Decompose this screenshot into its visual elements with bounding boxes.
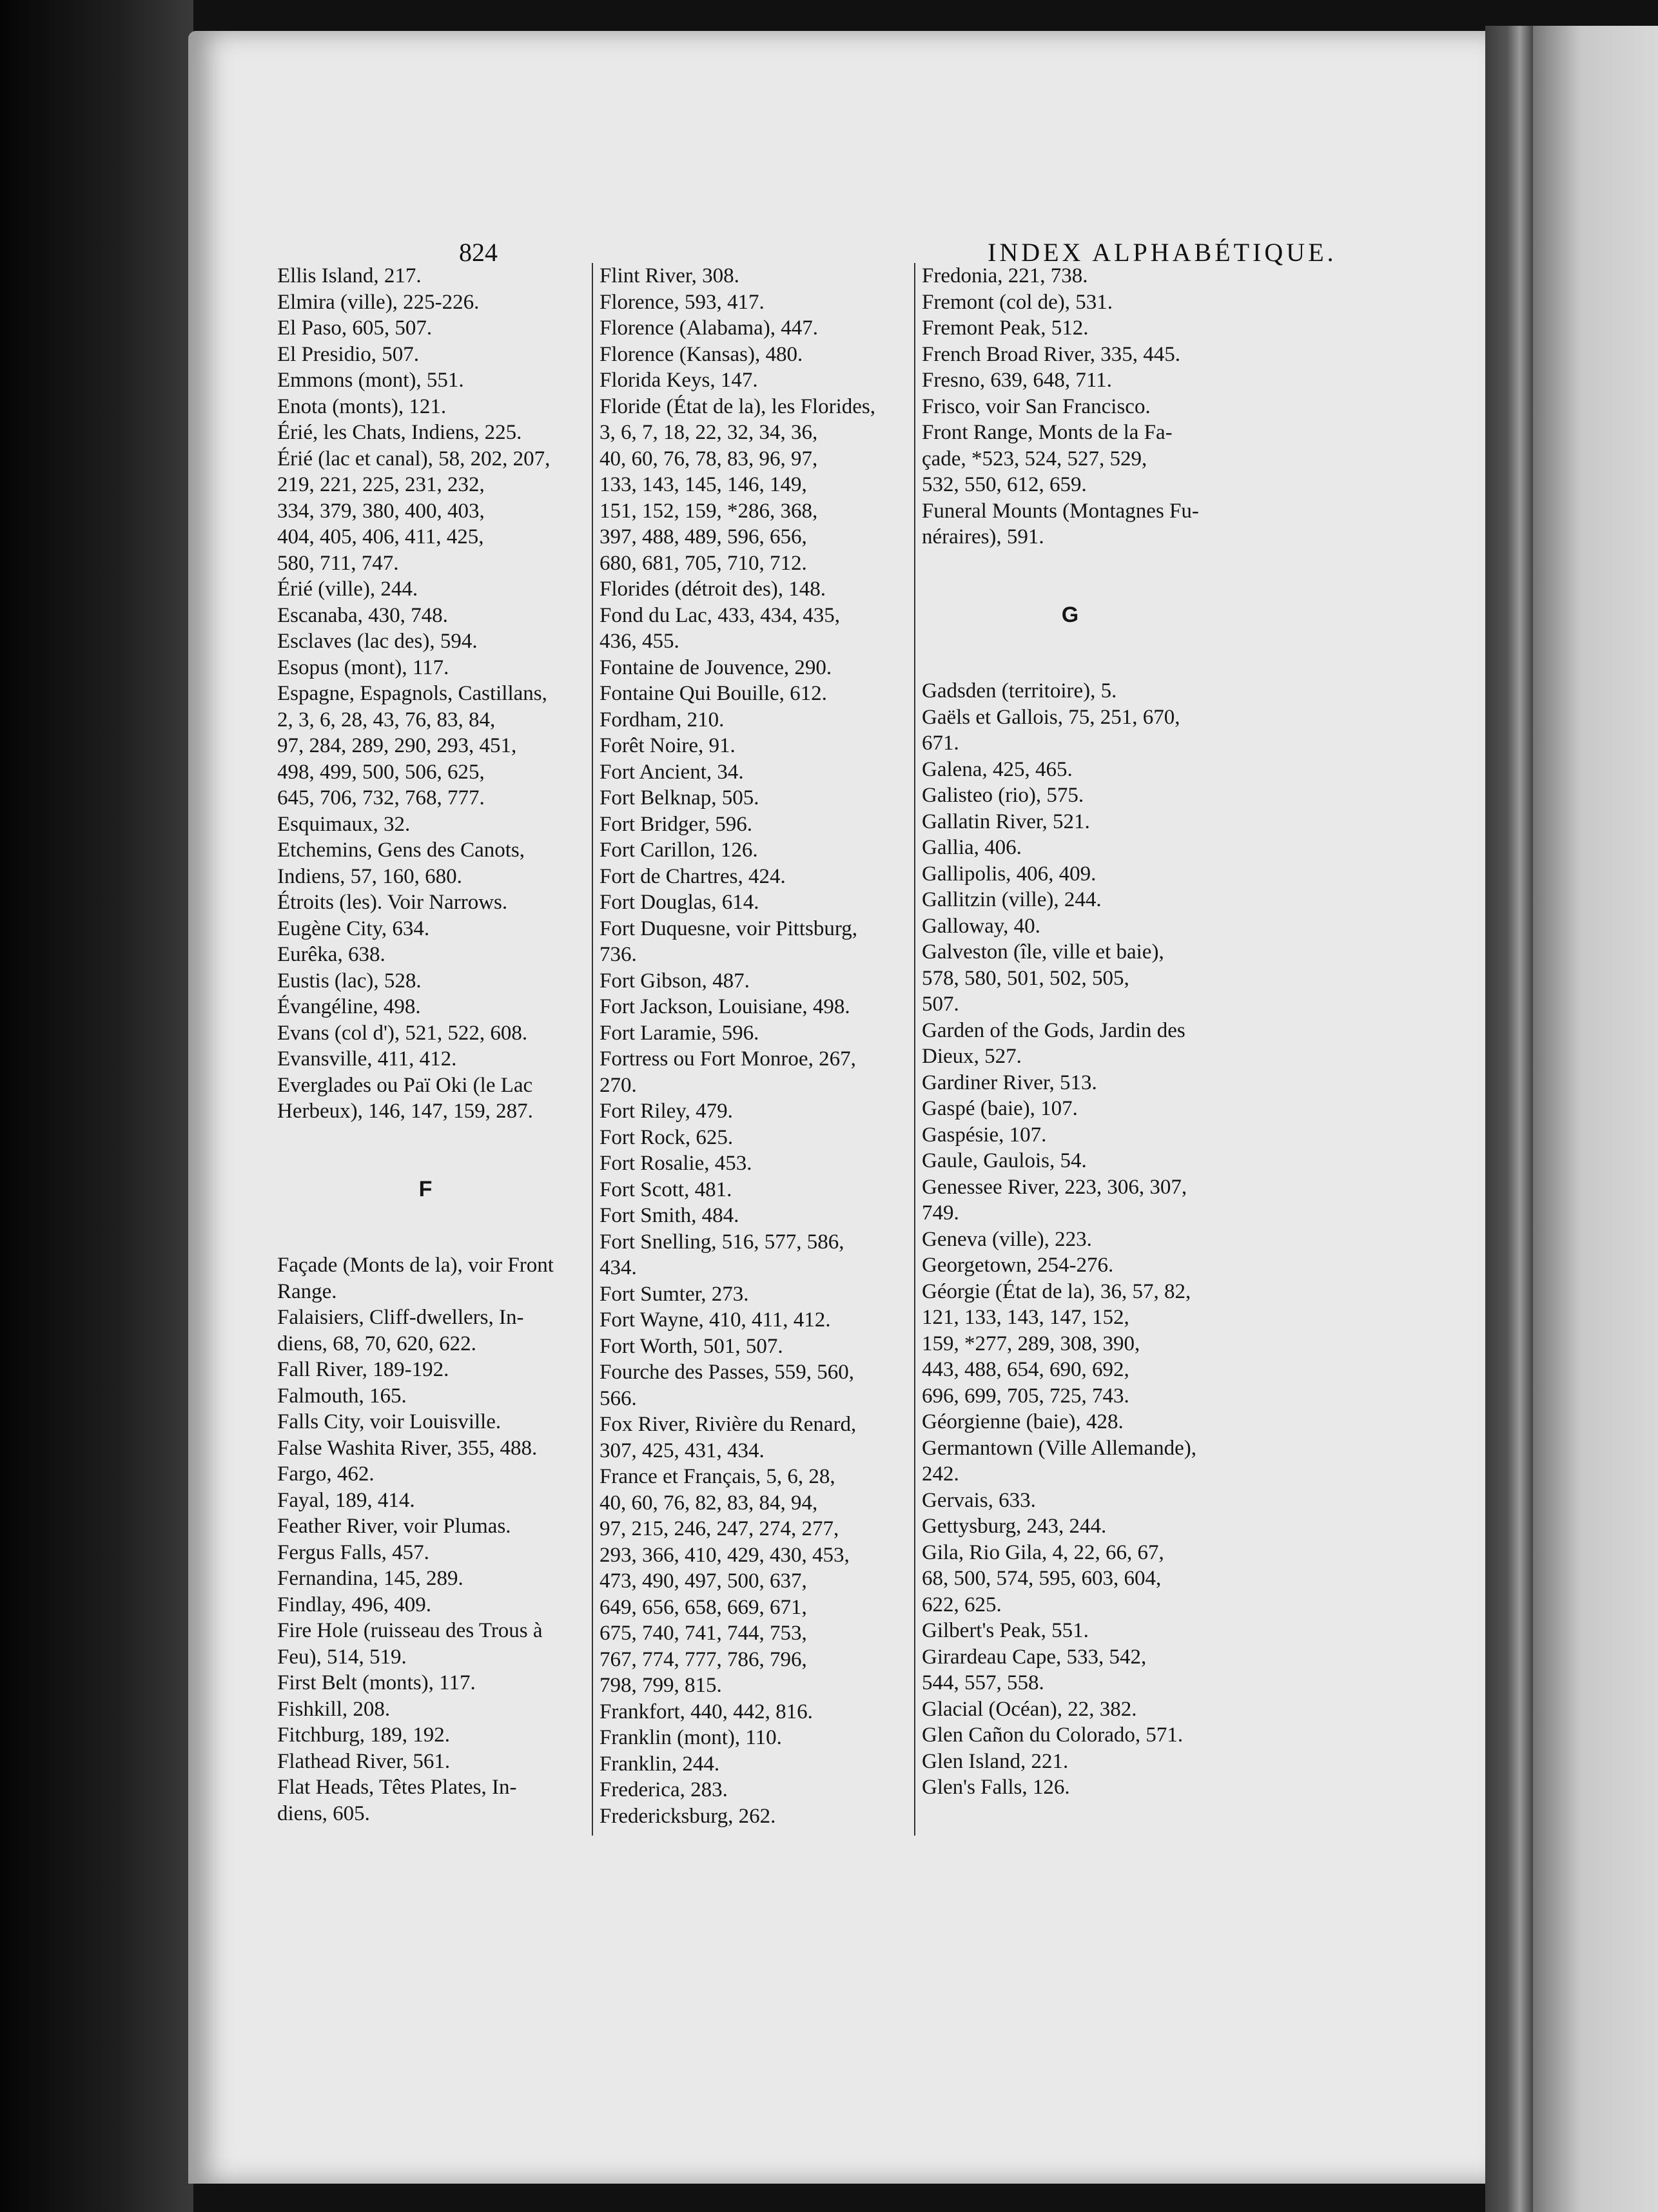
index-entry-line: néraires), 591. (922, 525, 1044, 548)
index-entry-line: Érié (lac et canal), 58, 202, 207, (277, 447, 551, 471)
index-entry-line: Glen Cañon du Colorado, 571. (922, 1723, 1184, 1747)
section-letter (922, 602, 1218, 628)
index-entry-line: 580, 711, 747. (277, 551, 399, 575)
index-entry-line: Etchemins, Gens des Canots, (277, 839, 525, 862)
index-entry-line: 151, 152, 159, *286, 368, (600, 499, 818, 523)
index-entry-line: Fredonia, 221, 738. (922, 264, 1088, 287)
index-entry-line: Gaspé (baie), 107. (922, 1097, 1078, 1120)
index-entry (922, 315, 1425, 342)
index-entry-line: Funeral Mounts (Montagnes Fu- (922, 499, 1199, 523)
index-entry-line: 767, 774, 777, 786, 796, (600, 1647, 807, 1671)
index-entry-line: Fort Laramie, 596. (600, 1021, 759, 1045)
index-entry-line: Gallitzin (ville), 244. (922, 888, 1102, 911)
index-entry-line: Évangéline, 498. (277, 995, 421, 1018)
index-entry-line: Glen Island, 221. (922, 1749, 1069, 1773)
index-entry-line: 498, 499, 500, 506, 625, (277, 760, 485, 784)
index-entry-line: Franklin (mont), 110. (600, 1726, 782, 1749)
index-entry-line: Fremont (col de), 531. (922, 290, 1113, 314)
index-entry-line: Fort de Chartres, 424. (600, 864, 786, 888)
index-entry-line: Gallatin River, 521. (922, 810, 1090, 833)
index-entry-line: Espagne, Espagnols, Castillans, (277, 682, 547, 705)
index-entry-line: 671. (922, 732, 959, 755)
index-entry-line: Fernandina, 145, 289. (277, 1567, 463, 1590)
index-entry-line: Fort Smith, 484. (600, 1204, 739, 1227)
index-entry (922, 1409, 1425, 1435)
index-entry-line: Fort Duquesne, voir Pittsburg, (600, 917, 857, 940)
index-entry-line: Eustis (lac), 528. (277, 969, 422, 993)
index-column-3 (922, 263, 1425, 1801)
index-entry (922, 394, 1425, 420)
index-entry-line: 675, 740, 741, 744, 753, (600, 1622, 807, 1645)
index-entry-line: French Broad River, 335, 445. (922, 342, 1181, 366)
index-entry-line: Range. (277, 1279, 337, 1303)
index-entry-line: Falmouth, 165. (277, 1384, 407, 1408)
index-entry (922, 289, 1425, 316)
index-entry-line: Germantown (Ville Allemande), (922, 1436, 1196, 1460)
index-entry-line: Gardiner River, 513. (922, 1071, 1097, 1094)
page-number: 824 (459, 238, 498, 267)
index-entry (922, 367, 1425, 394)
index-entry-line: 40, 60, 76, 78, 83, 96, 97, (600, 447, 818, 471)
index-entry-line: Dieux, 527. (922, 1045, 1022, 1068)
index-entry-line: diens, 605. (277, 1801, 370, 1825)
index-entry-line: Galisteo (rio), 575. (922, 784, 1084, 807)
index-entry-line: Fond du Lac, 433, 434, 435, (600, 603, 841, 627)
index-entry-line: 68, 500, 574, 595, 603, 604, (922, 1567, 1162, 1590)
index-entry-line: 578, 580, 501, 502, 505, (922, 966, 1129, 990)
index-entry-line: Fargo, 462. (277, 1462, 375, 1486)
index-entry (922, 1618, 1425, 1644)
index-entry-line: Front Range, Monts de la Fa- (922, 421, 1173, 444)
section-letter (277, 1176, 574, 1203)
index-entry-line: 97, 215, 246, 247, 274, 277, (600, 1517, 839, 1540)
index-entry-line: Frederica, 283. (600, 1778, 728, 1801)
index-entry-line: Genessee River, 223, 306, 307, (922, 1175, 1187, 1199)
index-entry (922, 1070, 1425, 1096)
index-entry (922, 757, 1425, 783)
index-entry-line: Esclaves (lac des), 594. (277, 630, 478, 653)
index-entry-line: Fort Rosalie, 453. (600, 1152, 752, 1175)
index-entry-line: Fort Rock, 625. (600, 1125, 734, 1149)
index-entry-line: Florence (Alabama), 447. (600, 316, 819, 340)
index-entry-line: 798, 799, 815. (600, 1674, 722, 1697)
index-entry-line: 736. (600, 943, 637, 966)
index-entry (922, 1774, 1425, 1801)
index-entry-line: Feather River, voir Plumas. (277, 1515, 511, 1538)
index-entry-line: 645, 706, 732, 768, 777. (277, 786, 485, 810)
index-entry-line: Géorgie (État de la), 36, 57, 82, (922, 1279, 1191, 1303)
index-entry-line: 566. (600, 1386, 637, 1410)
index-entry-line: 334, 379, 380, 400, 403, (277, 499, 485, 523)
index-entry (922, 1722, 1425, 1749)
index-entry (922, 835, 1425, 861)
index-entry (922, 1227, 1425, 1253)
index-entry-line: Fort Ancient, 34. (600, 760, 744, 784)
index-entry-line: 3, 6, 7, 18, 22, 32, 34, 36, (600, 421, 818, 444)
index-entry-line: 293, 366, 410, 429, 430, 453, (600, 1543, 850, 1567)
index-entry (600, 1803, 1102, 1830)
index-entry (922, 342, 1425, 368)
running-head: INDEX ALPHABÉTIQUE. (988, 238, 1337, 267)
index-entry-line: Emmons (mont), 551. (277, 369, 464, 392)
index-entry-line: F (418, 1176, 433, 1201)
index-entry-line: 397, 488, 489, 596, 656, (600, 525, 807, 548)
index-entry-line: Fort Wayne, 410, 411, 412. (600, 1308, 831, 1332)
index-entry-line: 622, 625. (922, 1593, 1002, 1616)
index-entry-line: 97, 284, 289, 290, 293, 451, (277, 734, 517, 757)
index-entry-line: Fourche des Passes, 559, 560, (600, 1361, 855, 1384)
index-entry-line: Fresno, 639, 648, 711. (922, 369, 1112, 392)
index-entry (922, 1096, 1425, 1122)
index-entry (922, 1252, 1425, 1279)
index-entry-line: 270. (600, 1073, 637, 1097)
index-entry-line: 507. (922, 993, 959, 1016)
index-entry-line: Florence, 593, 417. (600, 290, 765, 314)
index-entry-line: Esopus (mont), 117. (277, 655, 449, 679)
index-entry-line: 436, 455. (600, 630, 679, 653)
index-entry-line: Forêt Noire, 91. (600, 734, 736, 757)
index-entry-line: Florides (détroit des), 148. (600, 577, 826, 601)
index-entry-line: Gallipolis, 406, 409. (922, 862, 1097, 886)
index-entry-line: Fort Belknap, 505. (600, 786, 759, 810)
index-entry-line: Gaspésie, 107. (922, 1123, 1047, 1147)
index-entry-line: Fox River, Rivière du Renard, (600, 1413, 857, 1436)
index-entry-line: Fishkill, 208. (277, 1697, 391, 1721)
index-entry (922, 782, 1425, 809)
index-entry-line: çade, *523, 524, 527, 529, (922, 447, 1147, 471)
index-entry-line: Galena, 425, 465. (922, 757, 1073, 781)
index-entry (922, 704, 1425, 757)
index-entry-line: Evansville, 411, 412. (277, 1047, 457, 1071)
index-entry-line: 40, 60, 76, 82, 83, 84, 94, (600, 1491, 818, 1515)
index-entry-line: 649, 656, 658, 669, 671, (600, 1595, 807, 1619)
index-entry-line: Garden of the Gods, Jardin des (922, 1018, 1185, 1042)
index-entry-line: Gila, Rio Gila, 4, 22, 66, 67, (922, 1540, 1164, 1564)
index-entry-line: Fort Snelling, 516, 577, 586, (600, 1230, 844, 1254)
index-entry-line: Fort Gibson, 487. (600, 969, 750, 993)
index-entry-line: Fort Riley, 479. (600, 1100, 733, 1123)
index-entry-line: El Presidio, 507. (277, 342, 419, 366)
index-entry (922, 678, 1425, 704)
index-entry-line: False Washita River, 355, 488. (277, 1436, 538, 1460)
index-entry-line: Fitchburg, 189, 192. (277, 1723, 450, 1747)
index-entry-line: 133, 143, 145, 146, 149, (600, 473, 807, 496)
index-entry (922, 1018, 1425, 1070)
index-entry-line: Gaule, Gaulois, 54. (922, 1149, 1087, 1172)
next-page-edge (1485, 26, 1658, 2212)
index-entry-line: Fontaine Qui Bouille, 612. (600, 682, 827, 705)
index-entry-line: 434. (600, 1256, 637, 1279)
index-entry-line: Florence (Kansas), 480. (600, 342, 803, 366)
index-entry-line: Indiens, 57, 160, 680. (277, 864, 462, 888)
index-entry-line: Gaëls et Gallois, 75, 251, 670, (922, 705, 1180, 729)
index-entry-line: Galloway, 40. (922, 914, 1040, 938)
index-entry-line: 121, 133, 143, 147, 152, (922, 1306, 1129, 1329)
index-entry-line: Ellis Island, 217. (277, 264, 422, 287)
index-entry (922, 1148, 1425, 1174)
index-entry-line: Everglades ou Paï Oki (le Lac (277, 1073, 533, 1097)
index-entry-line: Elmira (ville), 225-226. (277, 290, 480, 314)
index-entry (922, 263, 1425, 289)
index-entry (922, 887, 1425, 913)
index-entry (922, 809, 1425, 835)
index-entry-line: Fredericksburg, 262. (600, 1804, 776, 1828)
index-entry-line: El Paso, 605, 507. (277, 316, 433, 340)
index-entry-line: Fordham, 210. (600, 708, 725, 732)
index-entry-line: Girardeau Cape, 533, 542, (922, 1645, 1147, 1669)
index-entry-line: Fergus Falls, 457. (277, 1540, 429, 1564)
index-entry-line: diens, 68, 70, 620, 622. (277, 1332, 476, 1355)
index-entry-line: Feu), 514, 519. (277, 1645, 407, 1669)
index-entry (922, 1749, 1425, 1775)
index-entry-line: Galveston (île, ville et baie), (922, 940, 1164, 964)
index-entry-line: 532, 550, 612, 659. (922, 473, 1087, 496)
index-entry-line: Fire Hole (ruisseau des Trous à (277, 1619, 543, 1642)
index-entry-line: 159, *277, 289, 308, 390, (922, 1332, 1140, 1355)
index-entry-line: Érié (ville), 244. (277, 577, 418, 601)
index-entry-line: G (1061, 602, 1079, 627)
index-entry-line: Eurêka, 638. (277, 943, 385, 966)
index-entry-line: 2, 3, 6, 28, 43, 76, 83, 84, (277, 708, 496, 732)
index-entry-line: France et Français, 5, 6, 28, (600, 1465, 835, 1488)
index-entry-line: Gettysburg, 243, 244. (922, 1515, 1107, 1538)
index-entry-line: Florida Keys, 147. (600, 369, 758, 392)
index-entry-line: 307, 425, 431, 434. (600, 1439, 765, 1462)
index-entry-line: Falaisiers, Cliff-dwellers, In- (277, 1306, 524, 1329)
index-entry-line: Frisco, voir San Francisco. (922, 394, 1151, 418)
index-entry (922, 1644, 1425, 1696)
index-entry-line: Geneva (ville), 223. (922, 1227, 1092, 1251)
index-entry (922, 1696, 1425, 1723)
index-entry-line: Enota (monts), 121. (277, 394, 447, 418)
index-entry-line: 749. (922, 1201, 959, 1225)
index-entry-line: 544, 557, 558. (922, 1671, 1044, 1694)
index-entry-line: Flathead River, 561. (277, 1749, 451, 1773)
index-entry-line: Gervais, 633. (922, 1488, 1036, 1512)
index-entry-line: Gadsden (territoire), 5. (922, 679, 1117, 703)
index-entry (922, 913, 1425, 940)
index-entry (922, 1435, 1425, 1488)
index-entry-line: Fortress ou Fort Monroe, 267, (600, 1047, 856, 1071)
index-entry-line: Falls City, voir Louisville. (277, 1410, 502, 1433)
index-entry-line: 242. (922, 1462, 959, 1486)
index-entry-line: Flat Heads, Têtes Plates, In- (277, 1776, 517, 1799)
index-entry (922, 1279, 1425, 1410)
index-entry (922, 1540, 1425, 1618)
index-entry-line: Evans (col d'), 521, 522, 608. (277, 1021, 528, 1045)
index-entry-line: Georgetown, 254-276. (922, 1254, 1114, 1277)
index-entry-line: Fort Bridger, 596. (600, 812, 752, 836)
index-entry-line: Fort Douglas, 614. (600, 891, 759, 914)
index-entry-line: Érié, les Chats, Indiens, 225. (277, 421, 522, 444)
index-entry-line: 443, 488, 654, 690, 692, (922, 1358, 1129, 1381)
index-entry (922, 1513, 1425, 1540)
index-entry-line: Frankfort, 440, 442, 816. (600, 1700, 813, 1723)
index-entry-line: First Belt (monts), 117. (277, 1671, 476, 1694)
index-entry (922, 1488, 1425, 1514)
index-entry-line: 219, 221, 225, 231, 232, (277, 473, 485, 496)
index-entry-line: 404, 405, 406, 411, 425, (277, 525, 484, 548)
index-entry (922, 1122, 1425, 1149)
index-entry-line: Eugène City, 634. (277, 917, 430, 940)
index-entry-line: Gilbert's Peak, 551. (922, 1619, 1089, 1642)
index-entry-line: 680, 681, 705, 710, 712. (600, 551, 807, 575)
index-entry (922, 498, 1425, 550)
index-entry-line: Fort Jackson, Louisiane, 498. (600, 995, 850, 1018)
index-entry (922, 861, 1425, 888)
index-entry-line: Géorgienne (baie), 428. (922, 1410, 1124, 1433)
index-entry-line: Floride (État de la), les Florides, (600, 394, 875, 418)
index-entry-line: Étroits (les). Voir Narrows. (277, 891, 508, 914)
index-entry-line: Fort Scott, 481. (600, 1178, 732, 1201)
index-entry-line: Herbeux), 146, 147, 159, 287. (277, 1100, 533, 1123)
index-entry-line: Glacial (Océan), 22, 382. (922, 1697, 1137, 1721)
index-entry-line: Flint River, 308. (600, 264, 739, 287)
index-entry (922, 420, 1425, 498)
index-entry-line: Findlay, 496, 409. (277, 1593, 431, 1616)
index-entry-line: Fort Worth, 501, 507. (600, 1334, 783, 1358)
index-entry-line: Fremont Peak, 512. (922, 316, 1089, 340)
index-entry-line: Esquimaux, 32. (277, 812, 411, 836)
index-entry-line: Fontaine de Jouvence, 290. (600, 655, 832, 679)
index-entry-line: Franklin, 244. (600, 1752, 720, 1776)
index-entry (922, 1174, 1425, 1227)
index-entry-line: Façade (Monts de la), voir Front (277, 1254, 554, 1277)
index-entry-line: Fort Carillon, 126. (600, 839, 758, 862)
index-entry-line: Fall River, 189-192. (277, 1358, 449, 1381)
index-entry-line: 473, 490, 497, 500, 637, (600, 1569, 807, 1593)
index-entry-line: Fayal, 189, 414. (277, 1488, 415, 1512)
index-entry-line: Fort Sumter, 273. (600, 1282, 749, 1306)
index-entry-line: Gallia, 406. (922, 836, 1022, 859)
index-entry-line: 696, 699, 705, 725, 743. (922, 1384, 1129, 1408)
index-entry (922, 939, 1425, 1018)
scan-left-margin (0, 0, 193, 2212)
index-entry-line: Glen's Falls, 126. (922, 1776, 1070, 1799)
index-entry-line: Escanaba, 430, 748. (277, 603, 448, 627)
